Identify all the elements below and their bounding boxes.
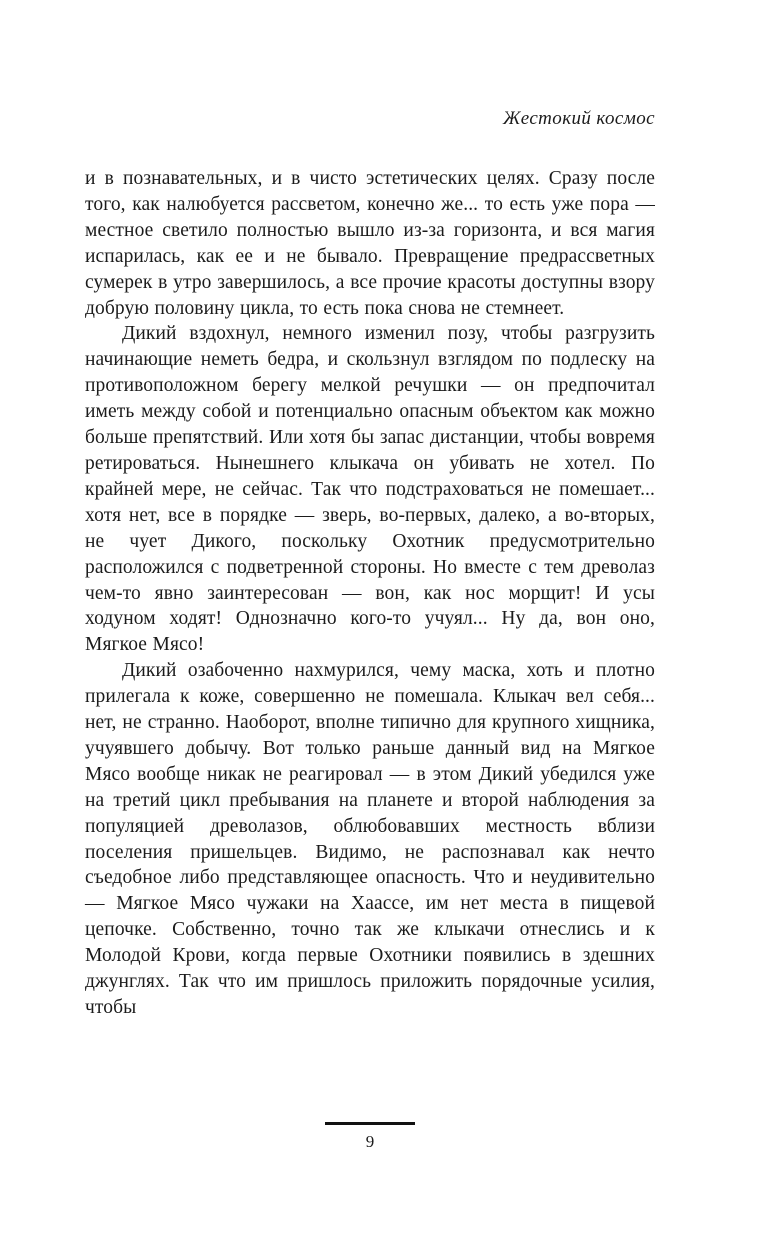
paragraph: Дикий вздохнул, немного изменил позу, чтобы разгрузить начинающие неметь бедра, и скользнул взглядом по подлеску на противоположном берегу мелкой речушки — он предпочитал иметь между собой и потенциально опасным объектом как можно больше препятствий. Или хотя бы запас дистанции, чтобы вовремя ретироваться. Нынешнего клыкача он убивать не хотел. По крайней мере, не сейчас. Так что подстраховаться не помешает... хотя нет, все в порядке — зверь, во-первых, далеко, а во-вторых, не чует Дикого, поскольку Охотник предусмотрительно расположился с подветренной стороны. Но вместе с тем древолаз чем-то явно заинтересован — вон, как нос морщит! И усы ходуном ходят! Однозначно кого-то учуял... Ну да, вон оно, Мягкое Мясо! (85, 323, 655, 656)
paragraph: и в познавательных, и в чисто эстетических целях. Сразу после того, как налюбуется рассветом, конечно же... то есть уже пора — местное светило полностью вышло из-за горизонта, и вся магия испарилась, как ее и не бывало. Превращение предрассветных сумерек в утро завершилось, а все прочие красоты доступны взору добрую половину цикла, то есть пока снова не стемнеет. (85, 168, 655, 319)
running-head-title: Жестокий космос (502, 108, 655, 129)
page-number: 9 (365, 1132, 375, 1151)
page-footer (85, 1122, 655, 1152)
body-text (85, 166, 655, 1021)
paragraph: Дикий озабоченно нахмурился, чему маска, хоть и плотно прилегала к коже, совершенно не помешала. Клыкач вел себя... нет, не странно. Наоборот, вполне типично для крупного хищника, учуявшего добычу. Вот только раньше данный вид на Мягкое Мясо вообще никак не реагировал — в этом Дикий убедился уже на третий цикл пребывания на планете и второй наблюдения за популяцией древолазов, облюбовавших местность вблизи поселения пришельцев. Видимо, не распознавал как нечто съедобное либо представляющее опасность. Что и неудивительно — Мягкое Мясо чужаки на Хаассе, им нет места в пищевой цепочке. Собственно, точно так же клыкачи отнеслись и к Молодой Крови, когда первые Охотники появились в здешних джунглях. Так что им пришлось приложить порядочные усилия, чтобы (85, 660, 655, 1018)
footer-rule (325, 1122, 415, 1125)
